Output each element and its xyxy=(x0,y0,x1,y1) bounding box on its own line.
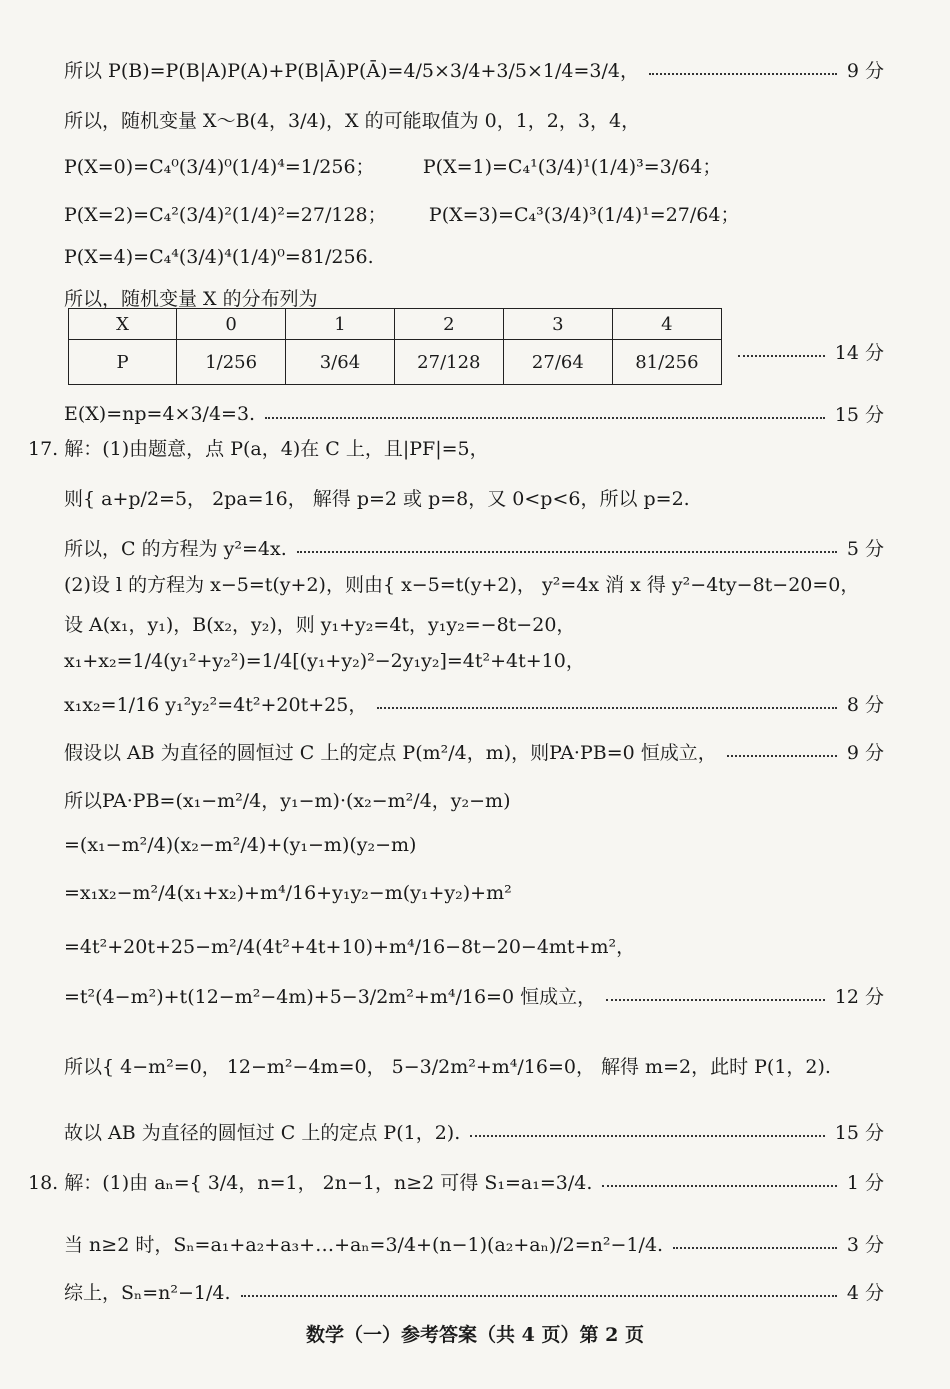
leader-dots xyxy=(738,355,825,357)
table-row: P 1/256 3/64 27/128 27/64 81/256 xyxy=(69,340,722,385)
answer-line: x₁+x₂=1/4(y₁²+y₂²)=1/4[(y₁+y₂)²−2y₁y₂]=4t²+4t+10， xyxy=(64,650,585,672)
distribution-table xyxy=(68,308,722,385)
answer-line: 17. 解：(1)由题意，点 P(a，4)在 C 上，且|PF|=5， xyxy=(28,438,489,460)
answer-line: 所以，随机变量 X 的分布列为 xyxy=(64,288,318,310)
leader-dots xyxy=(265,417,825,419)
answer-line: 所以{ 4−m²=0， 12−m²−4m=0， 5−3/2m²+m⁴/16=0， 解得 m=2，此时 P(1，2). xyxy=(64,1056,831,1078)
answer-line: =t²(4−m²)+t(12−m²−4m)+5−3/2m²+m⁴/16=0 恒成立， 12 分 xyxy=(64,986,884,1008)
leader-dots xyxy=(727,755,837,757)
leader-dots xyxy=(241,1295,837,1297)
answer-line: 所以PA·PB=(x₁−m²/4，y₁−m)·(x₂−m²/4，y₂−m) xyxy=(64,790,511,812)
answer-line: 设 A(x₁，y₁)，B(x₂，y₂)，则 y₁+y₂=4t，y₁y₂=−8t−20， xyxy=(64,614,576,636)
answer-line: x₁x₂=1/16 y₁²y₂²=4t²+20t+25， 8 分 xyxy=(64,694,884,716)
answer-line: 所以，随机变量 X～B(4，3/4)，X 的可能取值为 0，1，2，3，4， xyxy=(64,110,641,132)
leader-dots xyxy=(649,73,837,75)
answer-line: 当 n≥2 时，Sₙ=a₁+a₂+a₃+…+aₙ=3/4+(n−1)(a₂+aₙ)/2=n²−1/4. 3 分 xyxy=(64,1234,884,1256)
answer-line: 则{ a+p/2=5， 2pa=16， 解得 p=2 或 p=8，又 0<p<6，所以 p=2. xyxy=(64,488,690,510)
answer-line: (2)设 l 的方程为 x−5=t(y+2)，则由{ x−5=t(y+2)， y²=4x 消 x 得 y²−4ty−8t−20=0， xyxy=(64,574,860,596)
answer-line: 综上，Sₙ=n²−1/4. 4 分 xyxy=(64,1282,884,1304)
leader-dots xyxy=(606,999,825,1001)
leader-dots xyxy=(377,707,837,709)
table-row: X 0 1 2 3 4 xyxy=(69,309,722,340)
leader-dots xyxy=(673,1247,837,1249)
answer-line: P(X=2)=C₄²(3/4)²(1/4)²=27/128； P(X=3)=C₄³(3/4)³(1/4)¹=27/64； xyxy=(64,204,740,226)
answer-line: E(X)=np=4×3/4=3. 15 分 xyxy=(64,402,884,426)
answer-line: =x₁x₂−m²/4(x₁+x₂)+m⁴/16+y₁y₂−m(y₁+y₂)+m² xyxy=(64,882,512,904)
answer-line: P(X=0)=C₄⁰(3/4)⁰(1/4)⁴=1/256； P(X=1)=C₄¹(3/4)¹(1/4)³=3/64； xyxy=(64,156,722,178)
answer-line: =4t²+20t+25−m²/4(4t²+4t+10)+m⁴/16−8t−20−4mt+m²， xyxy=(64,936,636,958)
answer-line: P(X=4)=C₄⁴(3/4)⁴(1/4)⁰=81/256. xyxy=(64,246,374,268)
answer-line: 所以，C 的方程为 y²=4x. 5 分 xyxy=(64,538,884,560)
answer-line: 假设以 AB 为直径的圆恒过 C 上的定点 P(m²/4，m)，则PA·PB=0 恒成立， 9 分 xyxy=(64,742,884,764)
leader-dots xyxy=(297,551,837,553)
score-label: 9 分 xyxy=(846,60,884,82)
answer-line: 所以 P(B)=P(B|A)P(A)+P(B|Ā)P(Ā)=4/5×3/4+3/5×1/4=3/4， 9 分 xyxy=(64,56,884,83)
leader-dots xyxy=(470,1135,825,1137)
answer-line: 故以 AB 为直径的圆恒过 C 上的定点 P(1，2). 15 分 xyxy=(64,1122,884,1144)
leader-dots xyxy=(602,1185,836,1187)
answer-line: 18. 解：(1)由 aₙ={ 3/4，n=1， 2n−1，n≥2 可得 S₁=a₁=3/4. 1 分 xyxy=(28,1172,884,1194)
table-score: 14 分 xyxy=(738,338,884,365)
answer-line: =(x₁−m²/4)(x₂−m²/4)+(y₁−m)(y₂−m) xyxy=(64,834,417,856)
page-footer: 数学（一）参考答案（共 4 页）第 2 页 xyxy=(306,1324,644,1346)
